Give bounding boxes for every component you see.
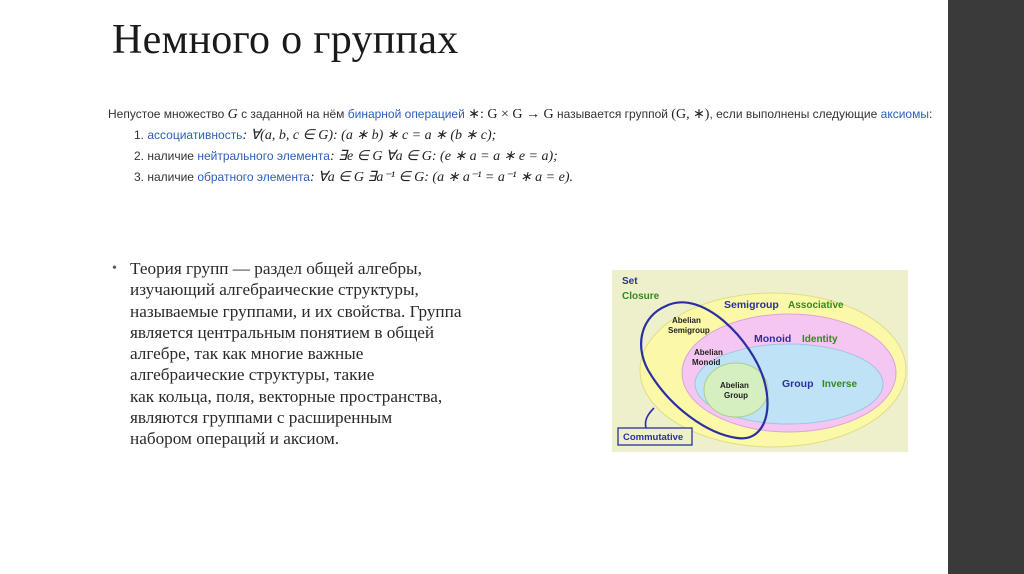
abelian-group-region [704,363,768,417]
axiom-number: 2. [134,149,148,163]
closure-label: Closure [622,291,660,302]
axiom-text: наличие [147,170,198,184]
axioms-link[interactable]: аксиомы [880,107,929,121]
axiom-number: 3. [134,170,148,184]
intro-text-6: : [928,107,933,121]
inverse-element-link[interactable]: обратного элемента [197,170,310,184]
axiom-item [108,167,908,188]
bullet-paragraph [112,258,552,450]
bullet-line: являются группами с расширенным [130,408,393,428]
associative-label: Associative [788,300,844,311]
intro-text-2: с заданной на нём [237,107,348,121]
bullet-line: называемые группами, и их свойства. Группа [130,301,462,321]
commutative-label: Commutative [623,432,684,443]
intro-operation-symbol: ∗: [464,107,488,122]
monoid-label: Monoid [754,333,792,345]
abelian-semigroup-label-2: Semigroup [668,326,710,335]
axiom-formula: : ∃e ∈ G ∀a ∈ G: (e ∗ a = a ∗ e = a); [329,149,558,164]
bullet-line: алгебре, так как многие важные [130,344,364,364]
inverse-label: Inverse [822,379,858,390]
intro-set-symbol: G [227,107,238,122]
definition-intro [108,104,933,125]
axiom-item [108,146,908,167]
set-label: Set [622,276,638,287]
abelian-group-label-1: Abelian [720,381,749,390]
intro-text-5: , если выполнены следующие [709,107,881,121]
intro-text-4: называется группой [553,107,672,121]
bullet-line: алгебраические структуры, такие [130,365,375,385]
algebraic-structures-diagram [612,270,908,452]
group-definition [108,104,933,204]
side-panel [948,0,1024,574]
semigroup-label: Semigroup [724,299,779,311]
axiom-formula: : ∀a ∈ G ∃a⁻¹ ∈ G: (a ∗ a⁻¹ = a⁻¹ ∗ a = e). [309,170,573,185]
axiom-formula: : ∀(a, b, c ∈ G): (a ∗ b) ∗ c = a ∗ (b ∗ c); [242,128,497,143]
group-label: Group [782,378,814,390]
bullet-line: как кольца, поля, векторные пространства, [130,386,443,406]
bullet-line: набором операций и аксиом. [130,429,340,449]
abelian-monoid-label-2: Monoid [692,358,721,367]
associativity-link[interactable]: ассоциативность [147,128,243,142]
abelian-semigroup-label-1: Abelian [672,316,701,325]
bullet-line: изучающий алгебраические структуры, [130,280,419,300]
axiom-text: наличие [147,149,198,163]
identity-element-link[interactable]: нейтрального элемента [197,149,330,163]
axiom-number: 1. [134,128,148,142]
abelian-group-label-2: Group [724,391,748,400]
abelian-monoid-label-1: Abelian [694,348,723,357]
bullet-line: Теория групп — раздел общей алгебры, [130,259,422,278]
intro-group-pair: (G, ∗) [671,107,710,122]
intro-mapping: G × G → G [487,107,554,122]
identity-label: Identity [802,334,838,345]
intro-text-1: Непустое множество [108,107,228,121]
axiom-item [108,125,908,146]
binary-operation-link[interactable]: бинарной операцией [347,107,465,121]
bullet-marker: • [112,261,117,276]
bullet-line: является центральным понятием в общей [130,322,435,342]
page-title: Немного о группах [112,17,459,63]
